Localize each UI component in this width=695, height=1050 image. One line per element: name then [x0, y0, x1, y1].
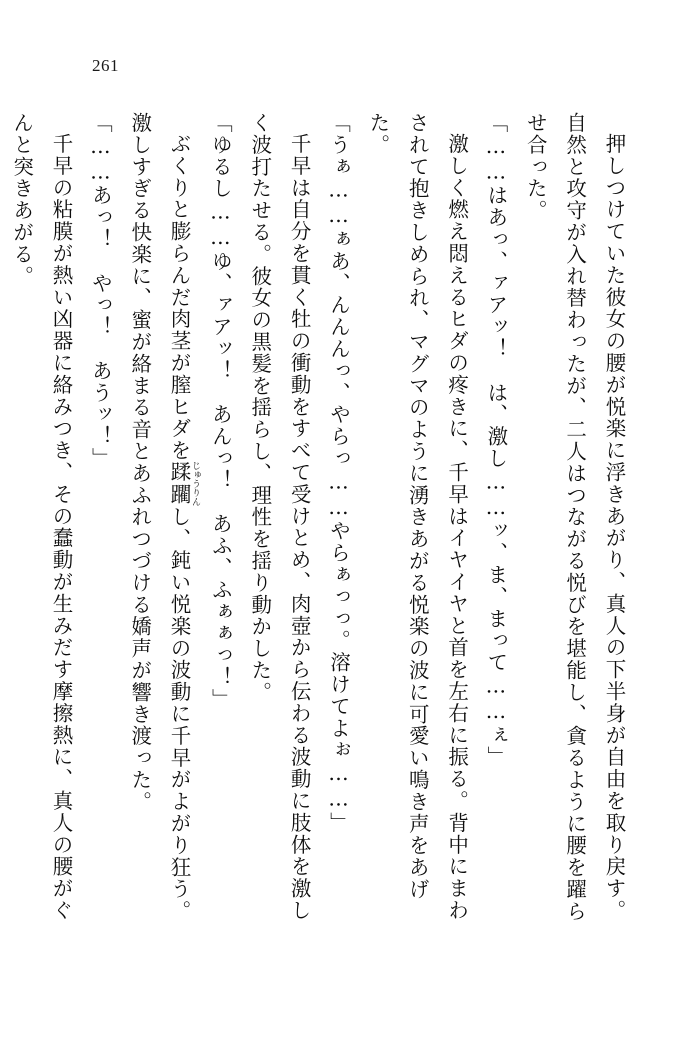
- paragraph: 「ゆるし……ゆ、ァアッ！ あんっ！ あふ、ふぁぁっ！」: [208, 112, 233, 711]
- paragraph: 「……あっ！ やっ！ あうッ！」: [88, 112, 113, 470]
- paragraph: 「……はあっ、ァアッ！ は、激し……ッ、ま、まって……ぇ」: [483, 112, 508, 769]
- paragraph: 押しつけていた彼女の腰が悦楽に浮きあがり、真人の下半身が自由を取り戻す。自然と攻守が入れ替わったが、二人はつながる悦びを堪能し、貪るように腰を躍らせ合った。: [523, 112, 626, 923]
- paragraph: 激しく燃え悶えるヒダの疼きに、千早はイヤイヤと首を左右に振る。背中にまわされて抱きしめられ、マグマのように湧きあがる悦楽の波に可愛い鳴き声をあげた。: [365, 112, 469, 921]
- page-number: 261: [92, 56, 119, 75]
- paragraph: 千早の粘膜が熱い凶器に絡みつき、その蠢動が生みだす摩擦熱に、真人の腰がぐんと突きあがる。: [9, 112, 73, 921]
- paragraph: 千早は自分を貫く牡の衝動をすべて受けとめ、肉壺から伝わる波動に肢体を激しく波打たせる。彼女の黒髪を揺らし、理性を揺り動かした。: [247, 112, 312, 921]
- paragraph: 「うぁ……ぁあ、んんんっ、やらっ……やらぁっっ。溶けてよぉ……」: [326, 112, 351, 834]
- paragraph: ぶくりと膨らんだ肉茎が膣ヒダを蹂躙 じゅうりんし、鈍い悦楽の波動に千早がよがり狂う。激しすぎる快楽に、蜜が絡まる音とあふれつづける嬌声が響き渡った。: [127, 112, 201, 922]
- page-body-text: [9, 112, 633, 942]
